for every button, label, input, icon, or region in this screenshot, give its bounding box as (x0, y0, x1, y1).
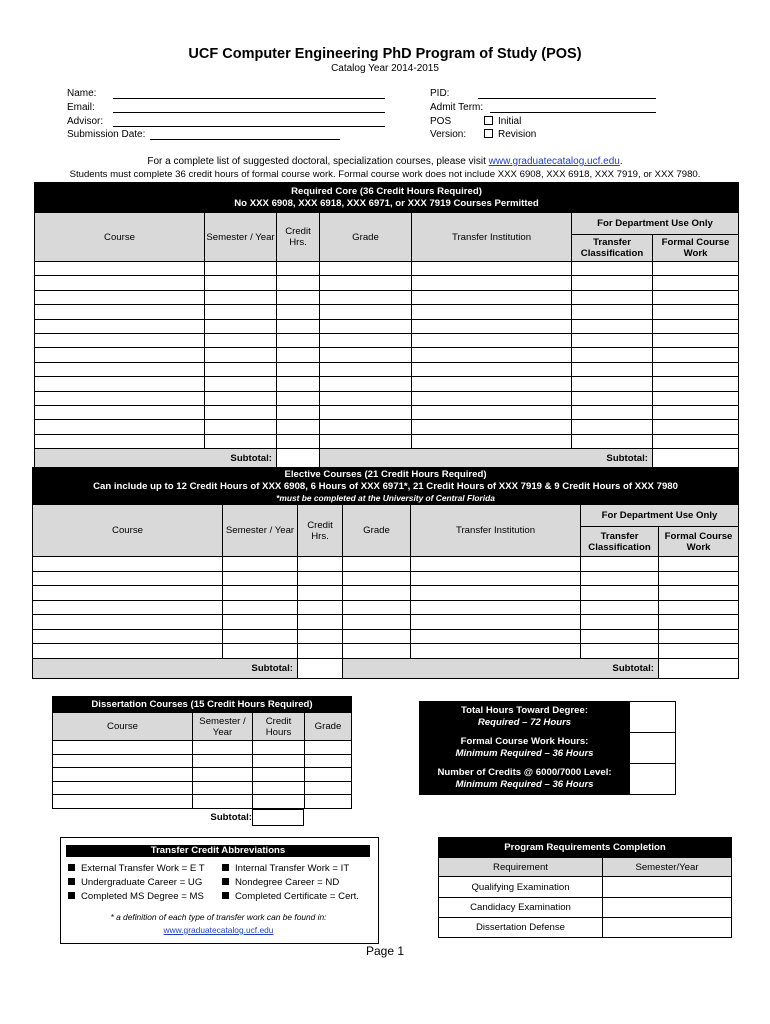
core-subtotal-label-right: Subtotal: (320, 449, 653, 468)
table-row (33, 557, 739, 572)
elective-col-course: Course (33, 505, 223, 557)
elective-cell[interactable] (659, 615, 739, 630)
abbreviations-right-list (222, 862, 359, 904)
list-item: External Transfer Work = E T (68, 862, 205, 876)
core-cell[interactable] (572, 391, 653, 405)
core-cell[interactable] (653, 305, 739, 319)
elective-cell[interactable] (659, 644, 739, 659)
core-courses-table (34, 182, 739, 468)
core-cell[interactable] (320, 420, 412, 434)
elective-cell[interactable] (223, 615, 298, 630)
page-number: Page 1 (365, 944, 405, 958)
elective-subtotal-label-right: Subtotal: (343, 658, 659, 678)
core-cell[interactable] (412, 348, 572, 362)
core-cell[interactable] (277, 262, 320, 276)
core-cell[interactable] (572, 319, 653, 333)
pid-field[interactable] (478, 88, 656, 99)
elective-cell[interactable] (298, 557, 343, 572)
elective-cell[interactable] (343, 586, 411, 601)
elective-cell[interactable] (33, 644, 223, 659)
elective-cell[interactable] (581, 644, 659, 659)
elective-cell[interactable] (411, 615, 581, 630)
core-subtotal-formal[interactable] (653, 449, 739, 468)
core-cell[interactable] (35, 276, 205, 290)
elective-cell[interactable] (298, 586, 343, 601)
table-row (35, 405, 739, 419)
core-cell[interactable] (572, 420, 653, 434)
dissertation-cell[interactable] (53, 768, 193, 782)
core-col-course: Course (35, 213, 205, 262)
core-cell[interactable] (412, 319, 572, 333)
formal-hours-label: Formal Course Work Hours: Minimum Required – 36 Hours (420, 733, 630, 764)
core-cell[interactable] (412, 362, 572, 376)
dissertation-cell[interactable] (305, 781, 352, 795)
core-cell[interactable] (35, 391, 205, 405)
core-cell[interactable] (412, 262, 572, 276)
elective-cell[interactable] (343, 600, 411, 615)
elective-cell[interactable] (223, 571, 298, 586)
elective-cell[interactable] (343, 557, 411, 572)
submission-date-field[interactable] (150, 129, 340, 140)
abbreviations-footnote: * a definition of each type of transfer work can be found in: (110, 912, 327, 922)
defense-semester-field[interactable] (603, 918, 732, 938)
core-cell[interactable] (653, 362, 739, 376)
elective-header: Elective Courses (21 Credit Hours Required) Can include up to 12 Credit Hours of XXX 6908, 6 Hours of XXX 6971*, 21 Credit Hours of XXX 7919 & 9 Credit Hours of XXX 7980 *must be completed at the University of Central Florida (33, 468, 739, 505)
elective-cell[interactable] (659, 557, 739, 572)
elective-cell[interactable] (33, 586, 223, 601)
core-cell[interactable] (35, 290, 205, 304)
elective-cell[interactable] (298, 600, 343, 615)
transfer-abbreviations-title: Transfer Credit Abbreviations (66, 845, 370, 857)
core-cell[interactable] (277, 420, 320, 434)
total-hours-field[interactable] (630, 702, 676, 733)
square-bullet-icon (68, 892, 75, 899)
elective-cell[interactable] (411, 629, 581, 644)
total-hours-label: Total Hours Toward Degree: Required – 72 Hours (420, 702, 630, 733)
admit-term-field[interactable] (490, 102, 656, 113)
dissertation-cell[interactable] (193, 768, 253, 782)
name-label: Name: (67, 88, 97, 99)
core-cell[interactable] (277, 305, 320, 319)
core-cell[interactable] (205, 405, 277, 419)
elective-cell[interactable] (343, 615, 411, 630)
elective-cell[interactable] (581, 629, 659, 644)
dissertation-col-credit: Credit Hours (253, 713, 305, 741)
dissertation-courses-table (52, 696, 352, 809)
core-cell[interactable] (277, 377, 320, 391)
revision-checkbox[interactable] (484, 128, 536, 142)
dissertation-col-course: Course (53, 713, 193, 741)
core-cell[interactable] (205, 262, 277, 276)
name-field[interactable] (113, 88, 385, 99)
core-cell[interactable] (35, 405, 205, 419)
elective-col-semester: Semester / Year (223, 505, 298, 557)
requirements-completion-table (438, 837, 732, 938)
core-cell[interactable] (35, 305, 205, 319)
core-cell[interactable] (320, 377, 412, 391)
catalog-note: For a complete list of suggested doctoral, specialization courses, please visit www.graduatecatalog.ucf.edu. (147, 156, 623, 167)
table-row (33, 615, 739, 630)
list-item: Completed Certificate = Cert. (222, 890, 359, 904)
core-cell[interactable] (35, 319, 205, 333)
list-item: Completed MS Degree = MS (68, 890, 205, 904)
pos-label: POS (430, 116, 452, 127)
elective-cell[interactable] (33, 600, 223, 615)
core-cell[interactable] (653, 319, 739, 333)
dissertation-cell[interactable] (253, 795, 305, 809)
square-bullet-icon (222, 864, 229, 871)
core-cell[interactable] (205, 348, 277, 362)
dissertation-cell[interactable] (305, 741, 352, 755)
core-cell[interactable] (572, 348, 653, 362)
elective-cell[interactable] (223, 586, 298, 601)
core-cell[interactable] (205, 305, 277, 319)
elective-cell[interactable] (223, 557, 298, 572)
initial-checkbox[interactable] (484, 115, 521, 129)
admit-term-label: Admit Term: (430, 102, 484, 113)
core-col-semester: Semester / Year (205, 213, 277, 262)
hours-summary-table (419, 701, 676, 795)
core-cell[interactable] (277, 348, 320, 362)
elective-cell[interactable] (298, 615, 343, 630)
advisor-label: Advisor: (67, 116, 104, 127)
elective-cell[interactable] (223, 600, 298, 615)
completion-col-requirement: Requirement (439, 858, 603, 877)
elective-col-transfer: Transfer Institution (411, 505, 581, 557)
elective-subtotal-formal[interactable] (659, 658, 739, 678)
formal-hours-field[interactable] (630, 733, 676, 764)
core-cell[interactable] (572, 405, 653, 419)
core-cell[interactable] (412, 377, 572, 391)
elective-dept-use: For Department Use Only (581, 505, 739, 527)
elective-cell[interactable] (581, 586, 659, 601)
qualifying-semester-field[interactable] (603, 877, 732, 898)
core-cell[interactable] (205, 319, 277, 333)
elective-cell[interactable] (343, 571, 411, 586)
dissertation-header: Dissertation Courses (15 Credit Hours Required) (53, 697, 352, 713)
core-cell[interactable] (35, 377, 205, 391)
core-cell[interactable] (653, 290, 739, 304)
elective-col-credit: Credit Hrs. (298, 505, 343, 557)
table-row (35, 305, 739, 319)
square-bullet-icon (68, 878, 75, 885)
dissertation-cell[interactable] (305, 768, 352, 782)
core-cell[interactable] (277, 319, 320, 333)
core-col-classification: Transfer Classification (572, 235, 653, 262)
core-cell[interactable] (572, 333, 653, 347)
dissertation-col-semester: Semester / Year (193, 713, 253, 741)
core-cell[interactable] (35, 333, 205, 347)
email-field[interactable] (113, 102, 385, 113)
core-cell[interactable] (572, 434, 653, 448)
elective-courses-table (32, 467, 739, 679)
completion-col-semester: Semester/Year (603, 858, 732, 877)
elective-cell[interactable] (223, 629, 298, 644)
elective-cell[interactable] (33, 615, 223, 630)
square-bullet-icon (68, 864, 75, 871)
core-col-credit: Credit Hrs. (277, 213, 320, 262)
core-cell[interactable] (653, 348, 739, 362)
core-cell[interactable] (572, 290, 653, 304)
checkbox-icon (484, 116, 493, 125)
list-item: Internal Transfer Work = IT (222, 862, 359, 876)
elective-cell[interactable] (659, 571, 739, 586)
email-label: Email: (67, 102, 95, 113)
requirement-defense: Dissertation Defense (439, 918, 603, 938)
table-row (35, 434, 739, 448)
initial-label: Initial (498, 116, 522, 127)
list-item: Undergraduate Career = UG (68, 876, 205, 890)
core-cell[interactable] (572, 276, 653, 290)
abbreviations-link-wrap (60, 925, 377, 935)
core-cell[interactable] (653, 276, 739, 290)
elective-cell[interactable] (581, 600, 659, 615)
elective-cell[interactable] (659, 586, 739, 601)
core-cell[interactable] (35, 434, 205, 448)
core-cell[interactable] (277, 276, 320, 290)
core-cell[interactable] (320, 391, 412, 405)
dissertation-cell[interactable] (253, 741, 305, 755)
elective-col-grade: Grade (343, 505, 411, 557)
dissertation-cell[interactable] (305, 795, 352, 809)
core-cell[interactable] (320, 276, 412, 290)
core-cell[interactable] (320, 290, 412, 304)
core-cell[interactable] (412, 276, 572, 290)
core-subtotal-credit[interactable] (277, 449, 320, 468)
dissertation-cell[interactable] (53, 795, 193, 809)
table-row (33, 644, 739, 659)
core-cell[interactable] (277, 362, 320, 376)
core-col-formal: Formal Course Work (653, 235, 739, 262)
table-row (33, 586, 739, 601)
table-row (53, 768, 352, 782)
table-row (53, 781, 352, 795)
core-cell[interactable] (653, 420, 739, 434)
level-credits-label: Number of Credits @ 6000/7000 Level: Minimum Required – 36 Hours (420, 764, 630, 795)
core-cell[interactable] (572, 262, 653, 276)
list-item: Nondegree Career = ND (222, 876, 359, 890)
core-cell[interactable] (412, 434, 572, 448)
core-cell[interactable] (277, 391, 320, 405)
core-cell[interactable] (205, 420, 277, 434)
core-cell[interactable] (205, 290, 277, 304)
core-cell[interactable] (320, 434, 412, 448)
elective-subtotal-credit[interactable] (298, 658, 343, 678)
core-cell[interactable] (205, 377, 277, 391)
dissertation-subtotal-credit[interactable] (252, 809, 304, 826)
core-cell[interactable] (320, 348, 412, 362)
core-cell[interactable] (320, 333, 412, 347)
version-label: Version: (430, 129, 467, 140)
dissertation-subtotal-label: Subtotal: (210, 812, 252, 823)
core-cell[interactable] (653, 333, 739, 347)
elective-subtotal-label: Subtotal: (33, 658, 298, 678)
dissertation-cell[interactable] (53, 754, 193, 768)
core-cell[interactable] (412, 305, 572, 319)
core-cell[interactable] (205, 333, 277, 347)
square-bullet-icon (222, 892, 229, 899)
table-row (35, 262, 739, 276)
core-cell[interactable] (205, 434, 277, 448)
candidacy-semester-field[interactable] (603, 898, 732, 918)
elective-cell[interactable] (298, 571, 343, 586)
core-cell[interactable] (205, 276, 277, 290)
core-cell[interactable] (277, 405, 320, 419)
submission-date-label: Submission Date: (67, 129, 146, 140)
core-cell[interactable] (205, 391, 277, 405)
table-row (35, 290, 739, 304)
dissertation-cell[interactable] (253, 768, 305, 782)
table-row (35, 420, 739, 434)
core-cell[interactable] (653, 434, 739, 448)
elective-cell[interactable] (411, 600, 581, 615)
dissertation-cell[interactable] (305, 754, 352, 768)
table-row (53, 754, 352, 768)
table-row (35, 333, 739, 347)
elective-cell[interactable] (343, 644, 411, 659)
dissertation-cell[interactable] (253, 781, 305, 795)
completion-header: Program Requirements Completion (439, 838, 732, 858)
abbreviations-left-list (68, 862, 205, 904)
core-cell[interactable] (277, 434, 320, 448)
dissertation-cell[interactable] (193, 741, 253, 755)
core-cell[interactable] (277, 290, 320, 304)
table-row (35, 348, 739, 362)
elective-cell[interactable] (659, 600, 739, 615)
catalog-link[interactable]: www.graduatecatalog.ucf.edu (488, 156, 620, 167)
elective-cell[interactable] (33, 557, 223, 572)
table-row (33, 600, 739, 615)
dissertation-cell[interactable] (53, 741, 193, 755)
core-cell[interactable] (205, 362, 277, 376)
elective-cell[interactable] (411, 586, 581, 601)
table-row (35, 391, 739, 405)
core-cell[interactable] (572, 305, 653, 319)
core-col-grade: Grade (320, 213, 412, 262)
core-header: Required Core (36 Credit Hours Required) No XXX 6908, XXX 6918, XXX 6971, or XXX 7919 Courses Permitted (35, 183, 739, 213)
core-dept-use: For Department Use Only (572, 213, 739, 235)
elective-cell[interactable] (411, 557, 581, 572)
table-row (35, 276, 739, 290)
table-row (33, 571, 739, 586)
elective-cell[interactable] (411, 644, 581, 659)
elective-cell[interactable] (223, 644, 298, 659)
dissertation-cell[interactable] (193, 754, 253, 768)
requirement-candidacy: Candidacy Examination (439, 898, 603, 918)
table-row (53, 795, 352, 809)
table-row (53, 741, 352, 755)
dissertation-cell[interactable] (53, 781, 193, 795)
dissertation-cell[interactable] (253, 754, 305, 768)
core-cell[interactable] (277, 333, 320, 347)
core-cell[interactable] (412, 405, 572, 419)
table-row (33, 629, 739, 644)
table-row (35, 362, 739, 376)
core-cell[interactable] (320, 319, 412, 333)
elective-cell[interactable] (33, 571, 223, 586)
level-credits-field[interactable] (630, 764, 676, 795)
core-col-transfer: Transfer Institution (412, 213, 572, 262)
core-cell[interactable] (35, 362, 205, 376)
core-cell[interactable] (320, 262, 412, 276)
elective-cell[interactable] (411, 571, 581, 586)
elective-cell[interactable] (33, 629, 223, 644)
elective-cell[interactable] (298, 629, 343, 644)
core-cell[interactable] (320, 362, 412, 376)
elective-cell[interactable] (659, 629, 739, 644)
elective-cell[interactable] (581, 615, 659, 630)
elective-col-classification: Transfer Classification (581, 527, 659, 557)
coursework-note: Students must complete 36 credit hours of formal course work. Formal course work does not include XXX 6908, XXX 6918, XXX 7919, or XXX 7980. (69, 169, 701, 180)
table-row (35, 377, 739, 391)
core-cell[interactable] (35, 262, 205, 276)
core-cell[interactable] (412, 391, 572, 405)
elective-col-formal: Formal Course Work (659, 527, 739, 557)
elective-cell[interactable] (581, 571, 659, 586)
dissertation-cell[interactable] (193, 795, 253, 809)
elective-cell[interactable] (581, 557, 659, 572)
core-cell[interactable] (572, 377, 653, 391)
catalog-link[interactable]: www.graduatecatalog.ucf.edu (163, 925, 274, 935)
elective-cell[interactable] (298, 644, 343, 659)
core-subtotal-label: Subtotal: (35, 449, 277, 468)
dissertation-col-grade: Grade (305, 713, 352, 741)
core-cell[interactable] (653, 405, 739, 419)
core-cell[interactable] (412, 420, 572, 434)
core-cell[interactable] (572, 362, 653, 376)
core-cell[interactable] (653, 391, 739, 405)
table-row (35, 319, 739, 333)
core-cell[interactable] (35, 348, 205, 362)
square-bullet-icon (222, 878, 229, 885)
advisor-field[interactable] (113, 116, 385, 127)
requirement-qualifying: Qualifying Examination (439, 877, 603, 898)
core-cell[interactable] (412, 333, 572, 347)
core-cell[interactable] (412, 290, 572, 304)
dissertation-cell[interactable] (193, 781, 253, 795)
core-cell[interactable] (653, 377, 739, 391)
elective-cell[interactable] (343, 629, 411, 644)
pid-label: PID: (430, 88, 450, 99)
page-title: UCF Computer Engineering PhD Program of Study (POS) (188, 46, 582, 62)
checkbox-icon (484, 129, 493, 138)
core-cell[interactable] (320, 305, 412, 319)
catalog-year: Catalog Year 2014-2015 (331, 63, 439, 74)
core-cell[interactable] (35, 420, 205, 434)
core-cell[interactable] (653, 262, 739, 276)
core-cell[interactable] (320, 405, 412, 419)
revision-label: Revision (498, 129, 537, 140)
